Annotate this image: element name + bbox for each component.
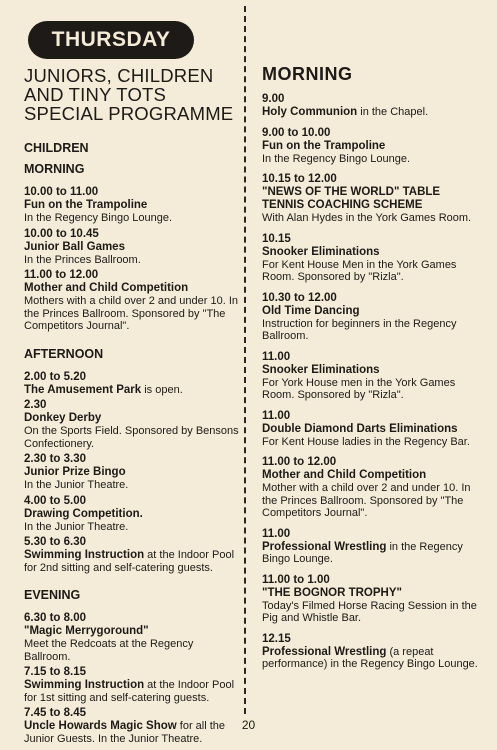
event-title: Professional Wrestling bbox=[262, 540, 387, 553]
day-badge: THURSDAY bbox=[28, 21, 194, 59]
event-title: "Magic Merrygoround" bbox=[24, 625, 149, 637]
event-title: Professional Wrestling bbox=[262, 645, 387, 658]
event-item bbox=[262, 528, 484, 566]
event-title: Double Diamond Darts Eliminations bbox=[262, 422, 458, 435]
event-description: in the Chapel. bbox=[357, 106, 429, 118]
event-description: With Alan Hydes in the York Games Room. bbox=[262, 212, 472, 224]
event-item bbox=[262, 633, 484, 671]
event-time: 11.00 to 1.00 bbox=[262, 573, 330, 586]
event-item bbox=[24, 612, 240, 663]
event-title: The Amusement Park bbox=[24, 383, 142, 396]
event-text bbox=[262, 646, 484, 671]
event-time: 2.30 bbox=[24, 399, 47, 411]
event-title: Snooker Eliminations bbox=[262, 363, 380, 376]
column-divider bbox=[244, 6, 246, 714]
subsection-morning: MORNING bbox=[24, 162, 85, 176]
event-title: "NEWS OF THE WORLD" TABLE TENNIS COACHING SCHEME bbox=[262, 186, 441, 211]
event-time: 7.45 to 8.45 bbox=[24, 707, 87, 719]
event-title: Swimming Instruction bbox=[24, 679, 145, 691]
event-description: is open. bbox=[141, 383, 183, 396]
event-description: Mothers with a child over 2 and under 10. In the Princes Ballroom. Sponsored by "The Competitors Journal". bbox=[24, 295, 239, 332]
event-description: In the Princes Ballroom. bbox=[24, 253, 141, 266]
event-title: Fun on the Trampoline bbox=[262, 139, 386, 152]
event-item bbox=[262, 173, 484, 225]
subsection-evening: EVENING bbox=[24, 588, 81, 602]
event-text bbox=[262, 541, 484, 566]
event-time: 6.30 to 8.00 bbox=[24, 612, 87, 624]
event-description: for all the Junior Guests. In the Junior Theatre. bbox=[24, 720, 226, 745]
right-column bbox=[262, 64, 484, 679]
event-title: Uncle Howards Magic Show bbox=[24, 720, 177, 732]
event-title: Mother and Child Competition bbox=[262, 469, 427, 481]
event-item bbox=[24, 453, 240, 492]
event-time: 11.00 bbox=[262, 350, 291, 363]
right-heading-morning: MORNING bbox=[262, 64, 353, 84]
event-title: Holy Communion bbox=[262, 106, 358, 118]
event-item bbox=[24, 399, 240, 450]
event-title: Mother and Child Competition bbox=[24, 282, 189, 294]
event-description: In the Regency Bingo Lounge. bbox=[24, 212, 173, 224]
event-item bbox=[24, 186, 240, 225]
event-description: In the Junior Theatre. bbox=[24, 479, 129, 491]
event-title: Snooker Eliminations bbox=[262, 245, 380, 258]
event-description: For York House men in the York Games Room. Sponsored by "Rizla". bbox=[262, 376, 456, 401]
event-item bbox=[24, 228, 240, 267]
event-description: in the Regency Bingo Lounge. bbox=[262, 540, 463, 565]
event-description: For Kent House ladies in the Regency Bar. bbox=[262, 435, 470, 448]
page-number: 20 bbox=[241, 718, 256, 732]
event-time: 2.30 to 3.30 bbox=[24, 453, 87, 465]
event-title: Drawing Competition. bbox=[24, 507, 143, 520]
event-title: Old Time Dancing bbox=[262, 304, 360, 317]
event-description: at the Indoor Pool for 1st sitting and self-catering guests. bbox=[24, 679, 235, 704]
event-time: 4.00 to 5.00 bbox=[24, 494, 87, 507]
event-time: 10.00 to 11.00 bbox=[24, 186, 99, 198]
event-description: For Kent House Men in the York Games Room. Sponsored by "Rizla". bbox=[262, 258, 457, 283]
event-time: 11.00 bbox=[262, 527, 291, 540]
event-description: (a repeat performance) in the Regency Bingo Lounge. bbox=[262, 645, 478, 670]
event-text bbox=[24, 549, 240, 574]
event-description: Instruction for beginners in the Regency Ballroom. bbox=[262, 317, 457, 342]
event-time: 11.00 to 12.00 bbox=[24, 269, 99, 281]
event-description: Mother with a child over 2 and under 10. In the Princes Ballroom. Sponsored by "The Competitors Journal". bbox=[262, 482, 471, 519]
event-time: 10.15 bbox=[262, 232, 291, 245]
event-text bbox=[24, 384, 240, 397]
event-title: Junior Prize Bingo bbox=[24, 466, 126, 478]
event-title: Junior Ball Games bbox=[24, 240, 125, 253]
event-time: 7.15 to 8.15 bbox=[24, 666, 87, 678]
programme-title-line: SPECIAL PROGRAMME bbox=[24, 103, 234, 124]
event-time: 9.00 bbox=[262, 93, 285, 105]
programme-title-line: JUNIORS, CHILDREN bbox=[24, 65, 214, 86]
event-time: 10.30 to 12.00 bbox=[262, 291, 337, 304]
event-description: On the Sports Field. Sponsored by Bensons Confectionery. bbox=[24, 425, 239, 450]
event-item bbox=[24, 371, 240, 397]
event-time: 12.15 bbox=[262, 632, 291, 645]
subsection-afternoon: AFTERNOON bbox=[24, 346, 104, 361]
event-item bbox=[24, 269, 240, 333]
section-title-children: CHILDREN bbox=[24, 141, 89, 155]
event-time: 10.00 to 10.45 bbox=[24, 227, 99, 240]
event-item bbox=[24, 495, 240, 534]
event-time: 9.00 to 10.00 bbox=[262, 126, 331, 139]
event-title: "THE BOGNOR TROPHY" bbox=[262, 586, 402, 599]
event-title: Swimming Instruction bbox=[24, 549, 145, 561]
event-item bbox=[262, 292, 484, 343]
event-item bbox=[262, 93, 484, 119]
event-item bbox=[262, 574, 484, 625]
event-item bbox=[262, 127, 484, 166]
event-description: In the Junior Theatre. bbox=[24, 520, 129, 533]
event-item bbox=[24, 666, 240, 704]
event-title: Fun on the Trampoline bbox=[24, 199, 148, 211]
event-description: Meet the Redcoats at the Regency Ballroom. bbox=[24, 638, 194, 663]
event-item bbox=[262, 410, 484, 449]
event-title: Donkey Derby bbox=[24, 412, 102, 424]
event-description: at the Indoor Pool for 2nd sitting and self-catering guests. bbox=[24, 549, 235, 574]
event-time: 10.15 to 12.00 bbox=[262, 173, 337, 185]
event-description: Today's Filmed Horse Racing Session in the Pig and Whistle Bar. bbox=[262, 599, 477, 624]
programme-title bbox=[24, 66, 240, 123]
left-column bbox=[24, 66, 240, 748]
event-time: 11.00 bbox=[262, 409, 291, 422]
event-item bbox=[24, 536, 240, 574]
event-time: 5.30 to 6.30 bbox=[24, 536, 87, 548]
event-item bbox=[262, 456, 484, 520]
event-item bbox=[262, 351, 484, 402]
programme-title-line: AND TINY TOTS bbox=[24, 84, 167, 105]
event-description: In the Regency Bingo Lounge. bbox=[262, 152, 411, 165]
event-text bbox=[24, 679, 240, 704]
event-text bbox=[262, 106, 484, 119]
event-time: 2.00 to 5.20 bbox=[24, 370, 87, 383]
event-item bbox=[262, 233, 484, 284]
event-time: 11.00 to 12.00 bbox=[262, 456, 337, 468]
